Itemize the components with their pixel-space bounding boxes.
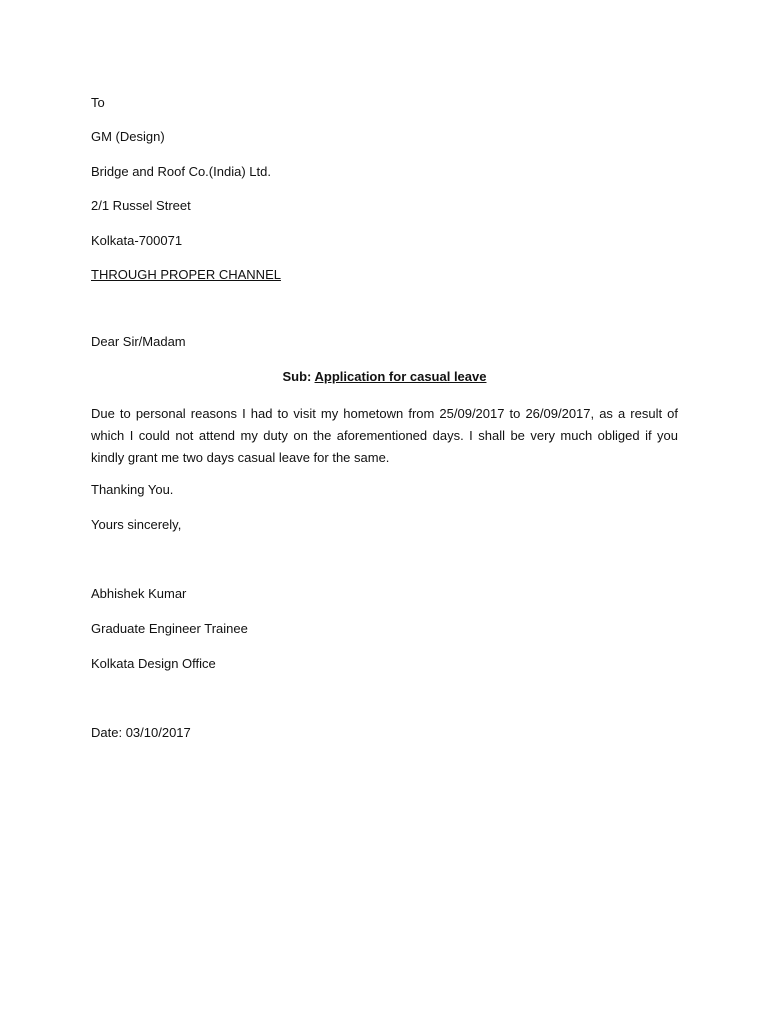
channel-line: THROUGH PROPER CHANNEL: [91, 267, 281, 282]
recipient-street: 2/1 Russel Street: [91, 198, 191, 213]
sender-name: Abhishek Kumar: [91, 586, 187, 601]
subject-line: [91, 369, 678, 385]
thanks-line: Thanking You.: [91, 482, 174, 497]
sender-title: Graduate Engineer Trainee: [91, 621, 248, 636]
closing-line: Yours sincerely,: [91, 517, 182, 532]
recipient-city: Kolkata-700071: [91, 233, 183, 248]
date-line: [91, 725, 191, 741]
body-paragraph: Due to personal reasons I had to visit my hometown from 25/09/2017 to 26/09/2017, as a result of which I could not attend my duty on the aforementioned days. I shall be very much obliged if you kindly grant me two days casual leave for the same.: [91, 406, 678, 465]
sender-office: Kolkata Design Office: [91, 656, 216, 671]
recipient-company: Bridge and Roof Co.(India) Ltd.: [91, 164, 271, 179]
subject-text: Application for casual leave: [314, 369, 487, 384]
to-label: To: [91, 95, 105, 110]
subject-prefix: Sub:: [282, 369, 312, 384]
salutation: Dear Sir/Madam: [91, 334, 186, 349]
recipient-designation: GM (Design): [91, 129, 165, 144]
date-value: 03/10/2017: [125, 725, 191, 740]
date-label: Date:: [91, 725, 123, 740]
